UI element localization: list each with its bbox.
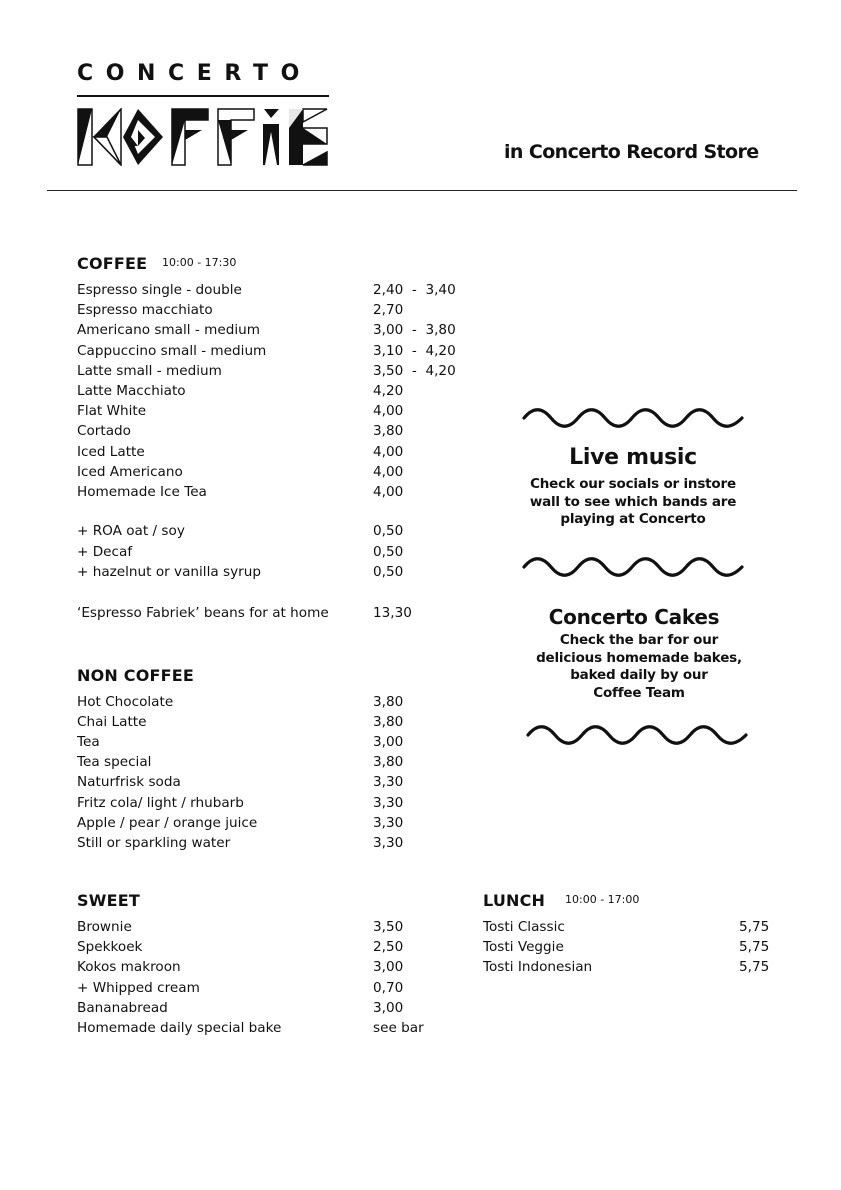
item-price: 4,20 [373,383,404,399]
koffie-logo [77,108,329,166]
wave-divider [526,725,750,747]
logo-letter-o [123,109,163,165]
item-price: 3,80 [373,694,404,710]
item-name: Spekkoek [77,939,143,956]
item-price: 3,80 [373,423,404,440]
item-name: Latte small - medium [77,362,222,379]
item-price: 4,00 [373,484,404,500]
item-name: Fritz cola/ light / rhubarb [77,794,244,811]
item-price: 3,30 [373,794,404,811]
item-name: Homemade Ice Tea [77,484,207,500]
item-name: ‘Espresso Fabriek’ beans for at home [77,605,329,621]
item-name: Tosti Veggie [483,939,564,955]
item-price: 0,50 [373,543,404,560]
item-name: Tea special [77,754,152,771]
item-name: Flat White [77,403,147,420]
coffee-section-title: COFFEE [77,254,148,273]
live-music-line: Check our socials or instore [530,476,736,492]
item-name: Kokos makroon [77,959,181,976]
item-name: Apple / pear / orange juice [77,814,258,831]
cakes-text [519,632,759,702]
item-price: 3,00 [373,999,404,1016]
item-name: Homemade daily special bake [77,1020,282,1036]
item-name: Espresso single - double [77,282,242,298]
item-name: + ROA oat / soy [77,523,185,539]
item-price: 2,70 [373,302,404,319]
item-name: Espresso macchiato [77,302,213,319]
item-name: + Whipped cream [77,979,200,996]
item-name: Latte Macchiato [77,383,186,399]
item-name: Tosti Indonesian [483,959,593,975]
item-price: see bar [373,1020,424,1036]
sweet-section-title: SWEET [77,891,140,910]
item-name: Tosti Classic [483,919,565,935]
item-name: Brownie [77,919,132,935]
logo-letter-k [78,109,121,165]
tagline: in Concerto Record Store [504,141,759,163]
item-price: 5,75 [739,939,770,955]
wave-divider [522,408,746,430]
item-price: 3,80 [373,714,404,731]
item-price: 3,80 [373,754,404,771]
logo-letter-f2 [218,109,254,165]
live-music-line: playing at Concerto [560,511,706,527]
item-price: 3,30 [373,814,404,831]
item-price: 13,30 [373,605,412,621]
item-name: Iced Latte [77,443,145,460]
cakes-line: Coffee Team [593,684,685,701]
item-name: Americano small - medium [77,322,260,339]
item-price: 3,50 [373,919,404,935]
item-price: 3,00 - 3,80 [373,322,456,339]
item-price: 0,70 [373,979,404,996]
logo-letter-e [289,109,327,165]
coffee-hours: 10:00 - 17:30 [162,256,237,269]
cakes-line: delicious homemade bakes, [536,649,742,666]
item-name: Chai Latte [77,714,147,731]
item-price: 3,50 - 4,20 [373,362,456,379]
item-price: 2,40 - 3,40 [373,282,456,298]
wave-divider [522,557,746,579]
item-price: 2,50 [373,939,404,956]
lunch-hours: 10:00 - 17:00 [565,893,640,906]
live-music-title: Live music [569,445,697,470]
item-price: 3,30 [373,834,404,851]
cakes-line: Check the bar for our [559,632,719,648]
item-price: 4,00 [373,463,404,480]
item-name: Hot Chocolate [77,694,174,710]
item-name: Tea [77,734,100,751]
logo-letter-f [172,109,208,165]
lunch-section-title: LUNCH [483,891,546,910]
non-coffee-section-title: NON COFFEE [77,666,195,685]
item-price: 4,00 [373,403,404,420]
item-name: Still or sparkling water [77,834,231,851]
item-name: + Decaf [77,543,133,560]
item-price: 0,50 [373,523,404,539]
item-name: Naturfrisk soda [77,774,181,791]
cakes-title: Concerto Cakes [548,605,720,629]
item-price: 5,75 [739,919,770,935]
header-divider [47,190,797,191]
item-price: 4,00 [373,443,404,460]
logo-letter-i [263,109,279,165]
item-name: Bananabread [77,999,168,1016]
live-music-text [513,476,753,529]
item-price: 0,50 [373,564,404,580]
cakes-line: baked daily by our [570,667,708,683]
item-price: 3,10 - 4,20 [373,342,456,359]
item-price: 3,30 [373,774,404,791]
item-name: Cortado [77,423,132,440]
item-name: + hazelnut or vanilla syrup [77,564,261,580]
item-price: 5,75 [739,959,770,975]
live-music-line: wall to see which bands are [529,493,737,510]
brand-wordmark: CONCERTO [77,61,312,86]
item-price: 3,00 [373,959,404,976]
item-name: Cappuccino small - medium [77,342,267,359]
item-price: 3,00 [373,734,404,751]
brand-underline [77,95,329,97]
item-name: Iced Americano [77,463,183,480]
